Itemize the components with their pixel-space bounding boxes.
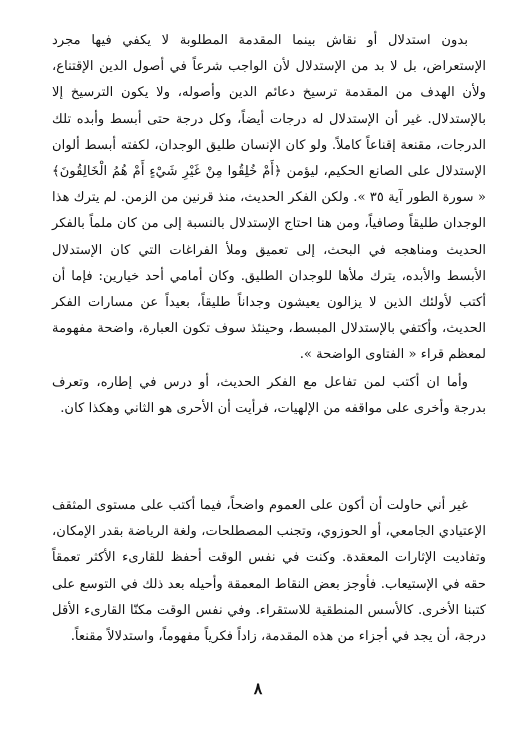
paragraph-3: غير أني حاولت أن أكون على العموم واضحاً، فيما أكتب على مستوى المثقف الإعتيادي الجامعي، أو الحوزوي، وتجنب المصطلحات، ولغة الرياضة بقدر الإمكان، وتفاديت الإثارات المعقدة. وكنت في نفس الوقت أحفظ للقارىء الأكثر تعمقاً حقه في الإستيعاب. فأوجز بعض النقاط المعمقة وأحيله بعد ذلك في التوسع على كتبنا الأخرى. كالأسس المنطقية للاستقراء. وفي نفس الوقت مكنّا القارىء الأقل درجة، أن يجد في أجزاء من هذه المقدمة، زاداً فكرياً مفهوماً، واستدلالاً مقنعاً.: [52, 498, 486, 645]
body-text-block-3: [52, 493, 486, 650]
paragraph-1: بدون استدلال أو نقاش بينما المقدمة المطلوبة لا يكفي فيها مجرد الإستعراض، بل لا بد من الإستدلال لأن الواجب شرعاً في أصول الدين الإقتناع، ولأن الهدف من المقدمة ترسيخ دعائم الدين وأصوله، ولا يكون الترسيخ إلا بالإستدلال. غير أن الإستدلال له درجات أيضاً، وكل درجة حتى أبسط وأبده تلك الدرجات، مقنعة إقناعاً كاملاً. ولو كان الإنسان طليق الوجدان، لكفته أبسط ألوان الإستدلال على الصانع الحكيم، ليؤمن ﴿أَمْ خُلِقُوا مِنْ غَيْرِ شَيْءٍ أَمْ هُمُ الْخَالِقُونَ﴾ « سورة الطور آية ٣٥ ». ولكن الفكر الحديث، منذ قرنين من الزمن. لم يترك هذا الوجدان طليقاً وصافياً، ومن هنا احتاج الإستدلال بالنسبة إلى من كان ملماً بالفكر الحديث ومناهجه في البحث، إلى تعميق وملأ الفراغات التي كان الإستدلال الأبسط والأبده، يترك ملأها للوجدان الطليق. وكان أمامي أحد خيارين: فإما أن أكتب لأولئك الذين لا يزالون يعيشون وجداناً طليقاً، بعيداً عن مسارات الفكر الحديث، وأكتفي بالإستدلال المبسط، وحينئذ سوف تكون العبارة، واضحة مفهومة لمعظم قراء « الفتاوى الواضحة ».: [52, 33, 486, 363]
paragraph-2: وأما ان أكتب لمن تفاعل مع الفكر الحديث، أو درس في إطاره، وتعرف بدرجة وأخرى على مواقفه من الإلهيات، فرأيت أن الأحرى هو الثاني وهكذا كان.: [52, 375, 486, 417]
page-number: ٨: [253, 679, 263, 698]
body-text-block-1: [52, 28, 486, 369]
body-text-block-2: [52, 370, 486, 422]
